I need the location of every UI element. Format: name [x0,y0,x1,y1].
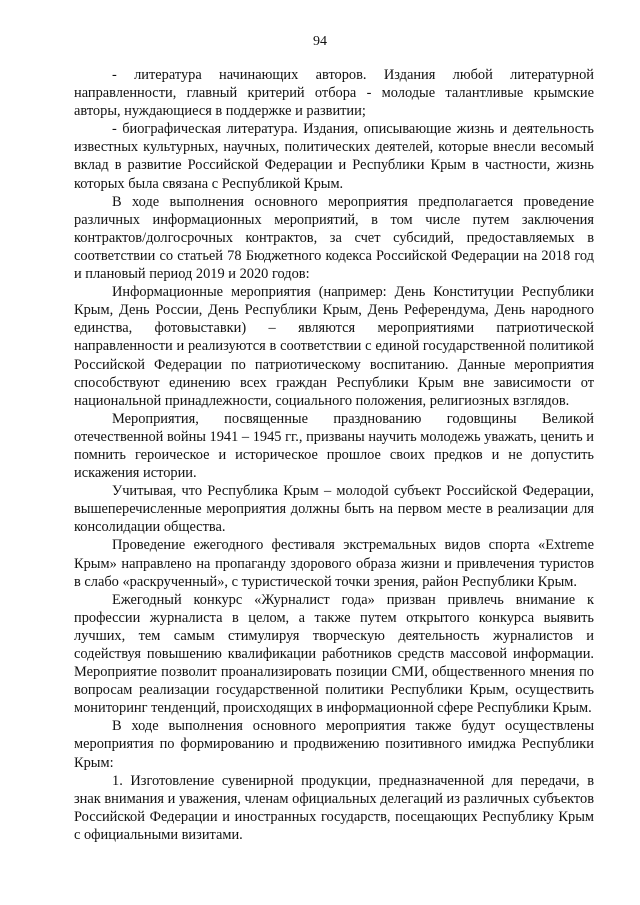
paragraph-information-events: Информационные мероприятия (например: День Конституции Республики Крым, День России, День Республики Крым, День Референдума, День народного единства, фотовыставки) – являются мероприятиями патриотической направленности и реализуются в соответствии с единой государственной политикой Российской Федерации по патриотическому воспитанию. Данные мероприятия способствуют единению всех граждан Республики Крым вне зависимости от национальной принадлежности, социального положения, религиозных взглядов. [74,284,594,409]
paragraph-consolidation: Учитывая, что Республика Крым – молодой субъект Российской Федерации, вышеперечисленные мероприятия должны быть на первом месте в реализации для консолидации общества. [74,483,594,536]
paragraph-biographical-literature: - биографическая литература. Издания, описывающие жизнь и деятельность известных культурных, научных, политических деятелей, которые внесли весомый вклад в развитие Российской Федерации и Республики Крым в частности, жизнь которых была связана с Республикой Крым. [74,121,594,192]
paragraph-souvenir-production: 1. Изготовление сувенирной продукции, предназначенной для передачи, в знак внимания и уважения, членам официальных делегаций из различных субъектов Российской Федерации и иностранных государств, посещающих Республику Крым с официальными визитами. [74,772,594,843]
paragraph-information-events-intro: В ходе выполнения основного мероприятия предполагается проведение различных информационных мероприятий, в том числе путем заключения контрактов/долгосрочных контрактов, за счет субсидий, предоставляемых в соответствии со статьей 78 Бюджетного кодекса Российской Федерации на 2018 год и плановый период 2019 и 2020 годов: [74,193,594,283]
paragraph-positive-image: В ходе выполнения основного мероприятия также будут осуществлены мероприятия по формированию и продвижению позитивного имиджа Республики Крым: [74,718,594,771]
paragraph-journalist-contest: Ежегодный конкурс «Журналист года» призван привлечь внимание к профессии журналиста в целом, а также путем открытого конкурса выявить лучших, тем самым стимулируя творческую деятельность журналистов и содействуя повышению квалификации работников средств массовой информации. Мероприятие позволит проанализировать позиции СМИ, общественного мнения по вопросам реализации государственной политики Республики Крым, осуществить мониторинг тенденций, происходящих в информационной сфере Республики Крым. [74,591,594,717]
paragraph-beginning-authors-literature: - литература начинающих авторов. Издания любой литературной направленности, главный критерий отбора - молодые талантливые крымские авторы, нуждающиеся в поддержке и развитии; [74,67,594,120]
document-body [74,66,594,844]
paragraph-victory-anniversary-events: Мероприятия, посвященные празднованию годовщины Великой отечественной войны 1941 – 1945 гг., призваны научить молодежь уважать, ценить и помнить героическое и историческое прошлое своих предков и не допустить искажения истории. [74,410,594,482]
paragraph-extreme-festival: Проведение ежегодного фестиваля экстремальных видов спорта «Extreme Крым» направлено на пропаганду здорового образа жизни и привлечения туристов в слабо «раскрученный», с туристической точки зрения, район Республики Крым. [74,537,594,590]
page-number: 94 [313,34,327,49]
